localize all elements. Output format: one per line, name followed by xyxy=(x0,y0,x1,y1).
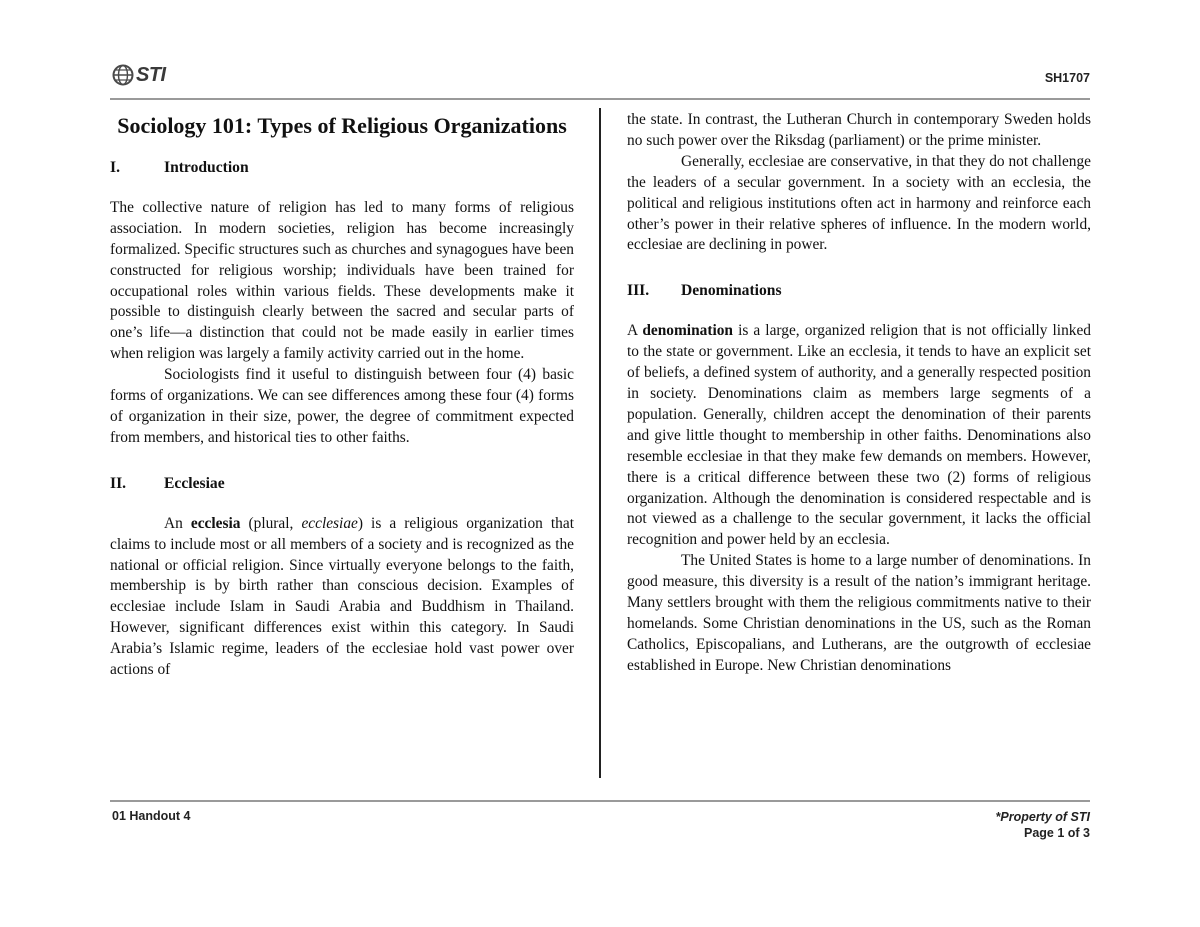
intro-paragraph-2: Sociologists find it useful to distinguish between four (4) basic forms of organizations. We can see differences among these four (4) forms of organization in their size, power, the degree of commitment expected from members, and historical ties to other faiths. xyxy=(110,366,574,446)
footer-rule xyxy=(110,800,1090,802)
section-number: III. xyxy=(627,282,650,300)
ecclesiae-paragraph-1-continued: the state. In contrast, the Lutheran Church in contemporary Sweden holds no such power over the Riksdag (parliament) or the prime minister. xyxy=(627,111,1091,149)
section-title: Introduction xyxy=(164,159,249,176)
footer-right xyxy=(996,809,1090,841)
section-number: II. xyxy=(110,474,127,492)
denominations-paragraph-1 xyxy=(627,321,1091,551)
header-rule xyxy=(110,98,1090,100)
right-column xyxy=(627,110,1091,677)
page-title: Sociology 101: Types of Religious Organizations xyxy=(117,113,567,138)
text-span: ) is a religious organization that claims to include most or all members of a society and is recognized as the national or official religion. Since virtually everyone belongs to the faith, membership is by birth rather than conscious decision. Examples of ecclesiae include Islam in Saudi Arabia and Buddhism in Thailand. However, significant differences exist within this category. In Saudi Arabia’s Islamic regime, leaders of the ecclesiae hold vast power over actions of xyxy=(110,514,574,679)
term-ecclesiae-plural: ecclesiae xyxy=(301,514,358,532)
property-notice: *Property of STI xyxy=(995,810,1090,824)
section-heading-ecclesiae xyxy=(110,474,574,495)
sti-logo xyxy=(112,62,166,88)
section-heading-denominations xyxy=(627,281,1091,302)
term-ecclesia: ecclesia xyxy=(190,514,241,532)
section-title: Ecclesiae xyxy=(164,474,225,492)
section-number: I. xyxy=(110,159,120,176)
logo-text: STI xyxy=(136,63,166,86)
section-heading-introduction xyxy=(110,158,574,179)
denominations-paragraph-2: The United States is home to a large number of denominations. In good measure, this diversity is a result of the nation’s immigrant heritage. Many settlers brought with them the religious commitments native to their homelands. Some Christian denominations in the US, such as the Roman Catholics, Episcopalians, and Lutherans, are the outgrowth of ecclesiae established in Europe. New Christian denominations xyxy=(627,552,1091,674)
left-column xyxy=(110,110,574,681)
text-span: (plural, xyxy=(240,514,302,532)
section-title: Denominations xyxy=(681,282,782,300)
ecclesiae-paragraph-2: Generally, ecclesiae are conservative, in that they do not challenge the leaders of a secular government. In a society with an ecclesia, the political and religious institutions often act in harmony and reinforce each other’s power in their relative spheres of influence. In the modern world, ecclesiae are declining in power. xyxy=(627,152,1091,254)
document-code: SH1707 xyxy=(1044,71,1090,85)
text-span: A xyxy=(627,322,643,340)
term-denomination: denomination xyxy=(642,322,733,340)
text-span: is a large, organized religion that is not officially linked to the state or government. Like an ecclesia, it tends to have an explicit set of beliefs, a defined system of authority, and a generally respected position in society. Denominations claim as members large segments of a population. Generally, children accept the denomination of their parents and give little thought to membership in other faiths. Denominations also resemble ecclesiae in that they make few demands on members. However, there is a critical difference between these two (2) forms of religious organization. Although the denomination is considered respectable and is not viewed as a challenge to the secular government, it lacks the official recognition and power held by an ecclesia. xyxy=(627,322,1091,549)
page-number: Page 1 of 3 xyxy=(1024,826,1090,840)
sti-globe-icon xyxy=(112,64,134,86)
ecclesiae-paragraph-1 xyxy=(110,514,574,681)
column-divider xyxy=(599,108,601,778)
intro-paragraph-1: The collective nature of religion has led to many forms of religious association. In modern societies, religion has become increasingly formalized. Specific structures such as churches and synagogues have been constructed for religious worship; individuals have been trained for occupational roles within various fields. These developments make it possible to distinguish clearly between the sacred and secular parts of one’s life—a distinction that could not be made easily in earlier times when religion was largely a family activity carried out in the home. xyxy=(110,198,574,363)
text-span: An xyxy=(164,514,191,532)
handout-label: 01 Handout 4 xyxy=(112,809,191,823)
